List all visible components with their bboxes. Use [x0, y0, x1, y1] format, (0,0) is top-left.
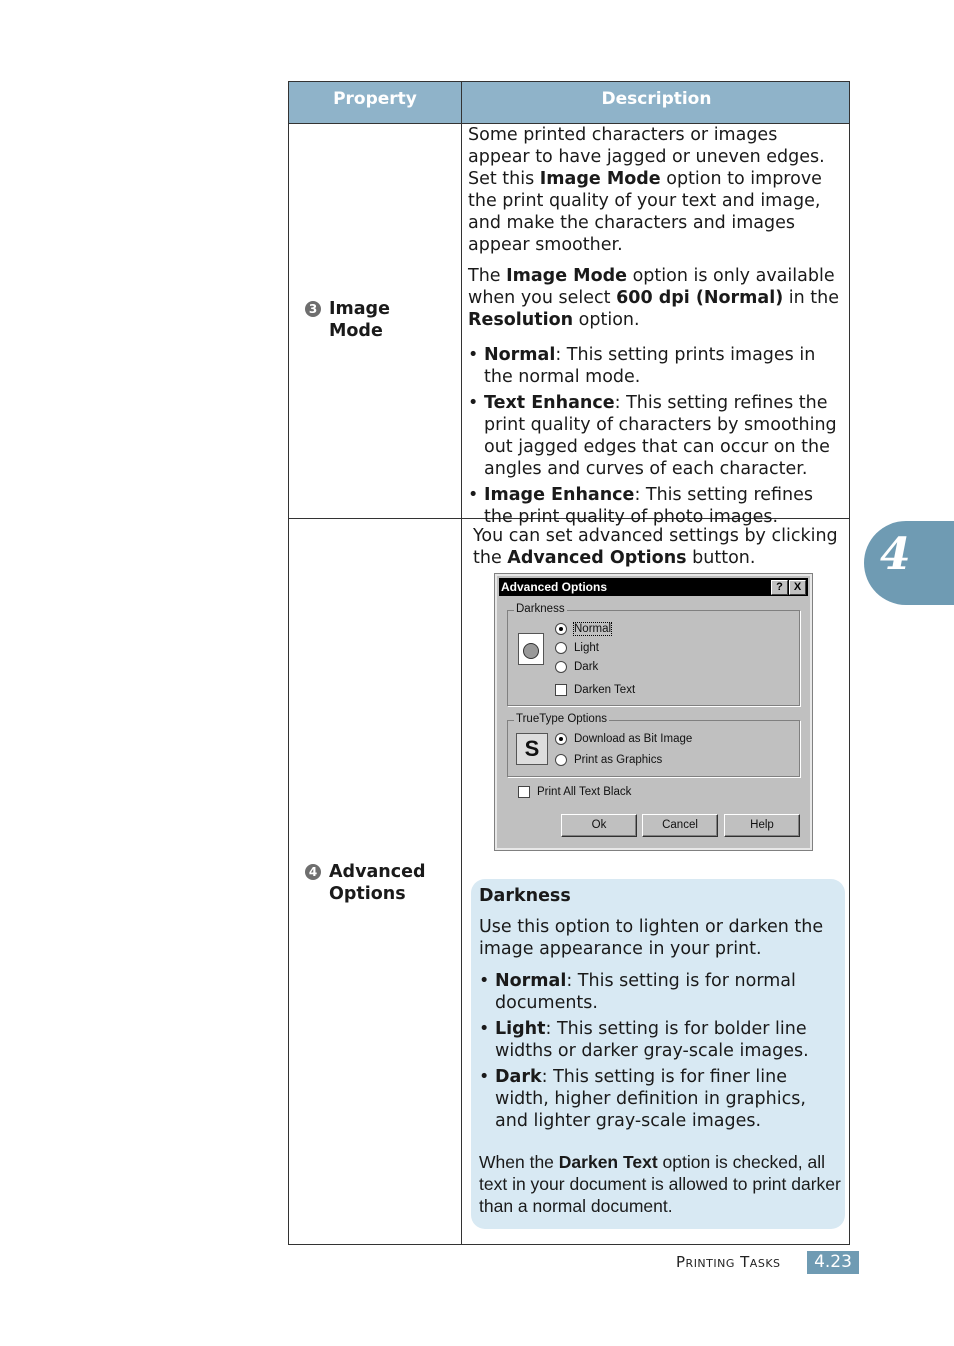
radio-icon[interactable] — [555, 754, 567, 766]
paragraph: The Image Mode option is only available when you select 600 dpi (Normal) in the Resolution option. — [468, 266, 840, 330]
footer-section: Printing Tasks — [676, 1253, 781, 1271]
radio-icon[interactable] — [555, 661, 567, 673]
checkbox-icon[interactable] — [555, 684, 567, 696]
chapter-tab — [864, 521, 954, 605]
note-heading: Darkness — [479, 886, 571, 906]
truetype-group — [507, 713, 800, 777]
radio-bit-image[interactable]: Download as Bit Image — [555, 733, 692, 745]
list-item: • Normal: This setting prints images in the normal mode. — [468, 344, 844, 388]
property-label: Options — [329, 884, 406, 904]
radio-selected-icon[interactable] — [555, 623, 567, 635]
image-mode-description — [468, 124, 844, 532]
paragraph: Some printed characters or images appear to have jagged or uneven edges. Set this Image Mode option to improve the print quality of your text and image, and make the characters and images appear smoother. — [468, 125, 825, 255]
page-number: 4.23 — [807, 1251, 859, 1274]
note-darken-text: When the Darken Text option is checked, all text in your document is allowed to print darker than a normal document. — [479, 1152, 841, 1216]
list-item: • Dark: This setting is for finer line width, higher definition in graphics, and lighter gray-scale images. — [479, 1066, 841, 1132]
radio-icon[interactable] — [555, 642, 567, 654]
column-divider — [461, 82, 462, 1244]
radio-normal[interactable]: Normal — [555, 623, 611, 635]
list-item: • Light: This setting is for bolder line widths or darker gray-scale images. — [479, 1018, 841, 1062]
property-advanced-options — [305, 861, 426, 905]
checkbox-darken-text[interactable]: Darken Text — [555, 684, 635, 696]
step-number-icon: 4 — [305, 864, 321, 880]
property-label: Mode — [329, 321, 383, 341]
property-label: Image — [329, 299, 390, 319]
document-icon — [518, 633, 544, 665]
note-paragraph: Use this option to lighten or darken the image appearance in your print. — [479, 917, 824, 959]
table-header — [289, 82, 849, 124]
help-button[interactable]: Help — [724, 814, 800, 837]
list-item: • Text Enhance: This setting refines the print quality of characters by smoothing out jagged edges that can occur on the angles and curves of each character. — [468, 392, 844, 480]
radio-light[interactable]: Light — [555, 642, 599, 654]
group-label: Darkness — [516, 603, 565, 615]
step-number-icon: 3 — [305, 301, 321, 317]
darkness-group — [507, 603, 800, 706]
header-description: Description — [601, 89, 712, 109]
list-item: • Normal: This setting is for normal documents. — [479, 970, 841, 1014]
close-icon[interactable]: X — [789, 580, 806, 595]
property-label: Advanced — [329, 862, 426, 882]
ok-button[interactable]: Ok — [561, 814, 637, 837]
header-property: Property — [333, 89, 417, 109]
help-icon[interactable]: ? — [771, 580, 788, 595]
checkbox-print-black[interactable]: Print All Text Black — [518, 786, 631, 798]
darkness-note — [471, 879, 845, 1229]
property-image-mode — [305, 298, 390, 342]
truetype-icon: S — [516, 733, 548, 765]
radio-graphics[interactable]: Print as Graphics — [555, 754, 662, 766]
advanced-options-dialog — [495, 574, 812, 850]
dialog-title: Advanced Options ? X — [499, 578, 808, 596]
group-label: TrueType Options — [516, 713, 607, 725]
note-bullets — [479, 970, 841, 1136]
radio-selected-icon[interactable] — [555, 733, 567, 745]
checkbox-icon[interactable] — [518, 786, 530, 798]
chapter-number: 4 — [880, 529, 911, 580]
advanced-options-intro: You can set advanced settings by clicking the Advanced Options button. — [473, 526, 838, 568]
cancel-button[interactable]: Cancel — [642, 814, 718, 837]
radio-dark[interactable]: Dark — [555, 661, 598, 673]
list-item: • Image Enhance: This setting refines the print quality of photo images. — [468, 484, 844, 528]
